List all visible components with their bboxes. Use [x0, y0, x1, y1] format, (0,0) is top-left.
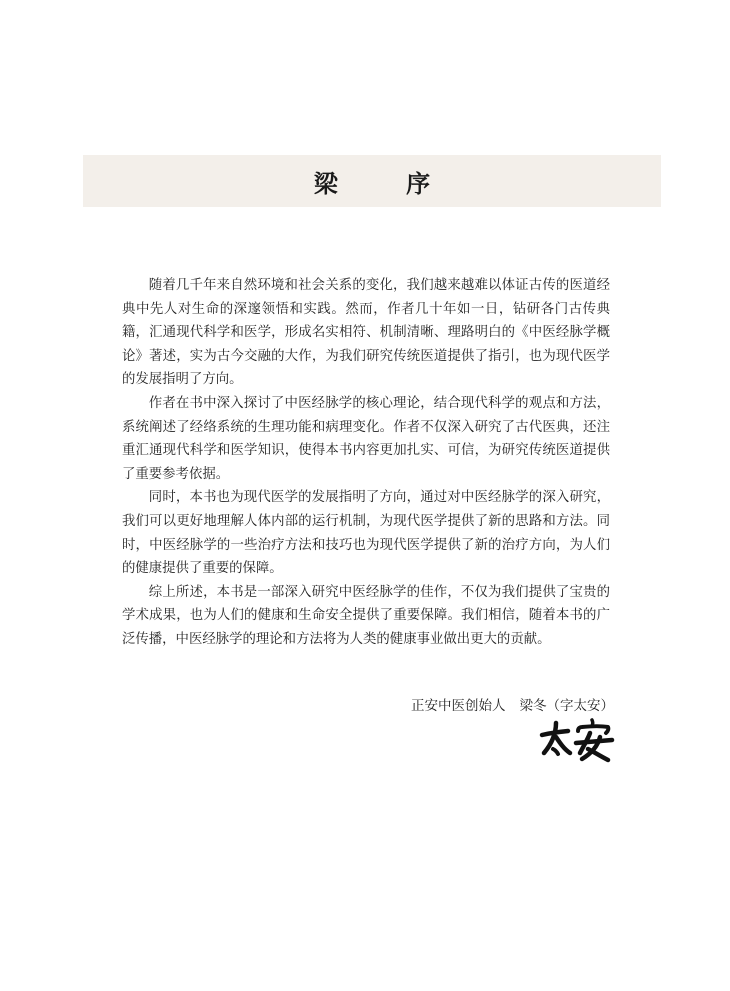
paragraph-2: 作者在书中深入探讨了中医经脉学的核心理论，结合现代科学的观点和方法，系统阐述了经络系统的生理功能和病理变化。作者不仅深入研究了古代医典，还注重汇通现代科学和医学知识，使得本书内容更加扎实、可信，为研究传统医道提供了重要参考依据。: [122, 395, 610, 482]
page-title: 梁 序: [313, 168, 461, 198]
handwritten-signature-icon: [536, 715, 616, 765]
title-banner: [83, 155, 661, 207]
paragraph-1: 随着几千年来自然环境和社会关系的变化，我们越来越难以体证古传的医道经典中先人对生命的深邃领悟和实践。然而，作者几十年如一日，钻研各门古传典籍，汇通现代科学和医学，形成名实相符、机制清晰、理路明白的《中医经脉学概论》著述，实为古今交融的大作，为我们研究传统医道提供了指引，也为现代医学的发展指明了方向。: [122, 278, 610, 388]
paragraph-4: 综上所述，本书是一部深入研究中医经脉学的佳作，不仅为我们提供了宝贵的学术成果，也为人们的健康和生命安全提供了重要保障。我们相信，随着本书的广泛传播，中医经脉学的理论和方法将为人类的健康事业做出更大的贡献。: [122, 584, 610, 647]
paragraph-3: 同时，本书也为现代医学的发展指明了方向，通过对中医经脉学的深入研究，我们可以更好地理解人体内部的运行机制，为现代医学提供了新的思路和方法。同时，中医经脉学的一些治疗方法和技巧也为现代医学提供了新的治疗方向，为人们的健康提供了重要的保障。: [122, 490, 610, 577]
signature-line: [411, 694, 614, 714]
author-affiliation: 正安中医创始人: [411, 698, 506, 714]
preface-body: [122, 274, 610, 652]
author-name: 梁冬（字太安）: [519, 698, 614, 714]
